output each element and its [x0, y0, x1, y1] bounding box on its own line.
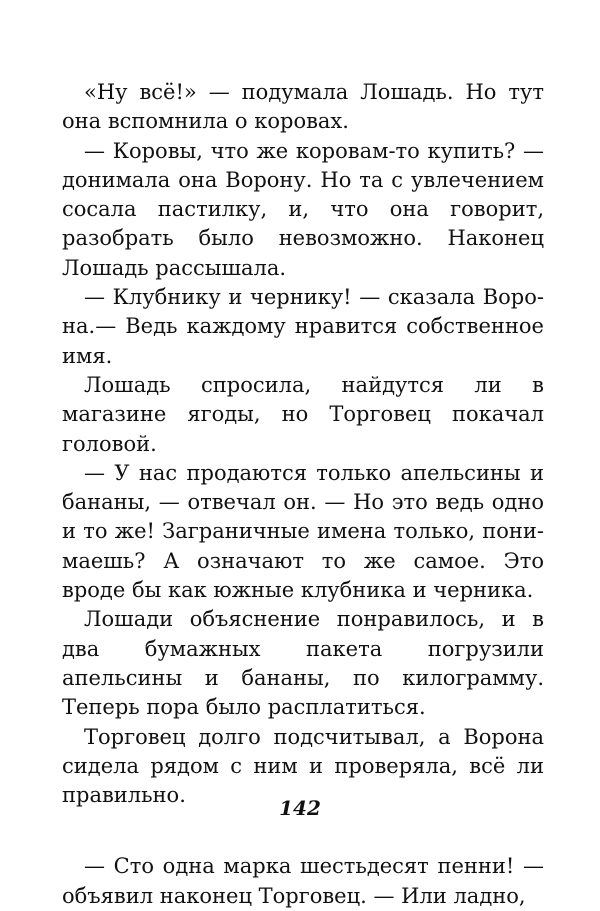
paragraph: «Ну всё!» — подумала Лошадь. Но тут она вспомнила о коровах. [62, 80, 544, 134]
paragraph: Торговец долго подсчитывал, а Ворона сидела рядом с ним и проверяла, всё ли правильно. [62, 724, 544, 808]
page-number: 142 [279, 796, 321, 820]
page-text [62, 78, 544, 911]
paragraph: — Сто одна марка шестьдесят пенни! — объявил наконец Торговец. — Или ладно, [62, 854, 544, 908]
paragraph: Лошадь спросила, найдутся ли в магазине ягоды, но Торговец покачал головой. [62, 372, 544, 456]
paragraph: — Коровы, что же коровам-то купить? — донимала она Ворону. Но та с увлечением сосала пастилку, и, что она говорит, разобрать было невозможно. Наконец Лошадь рассышала. [62, 138, 544, 280]
paragraph: — Клубнику и чернику! — сказала Ворона.— Ведь каждому нравится собственное имя. [62, 285, 544, 368]
paragraph: Лошади объяснение понравилось, и в два бумажных пакета погрузили апельсины и бананы, по килограмму. Теперь пора было расплатиться. [62, 607, 544, 720]
paragraph: — У нас продаются только апельсины и бананы, — отвечал он. — Но это ведь одно и то же! Заграничные имена только, понимаешь? А означают то же самое. Это вроде бы как южные клубника и черника. [62, 460, 544, 603]
